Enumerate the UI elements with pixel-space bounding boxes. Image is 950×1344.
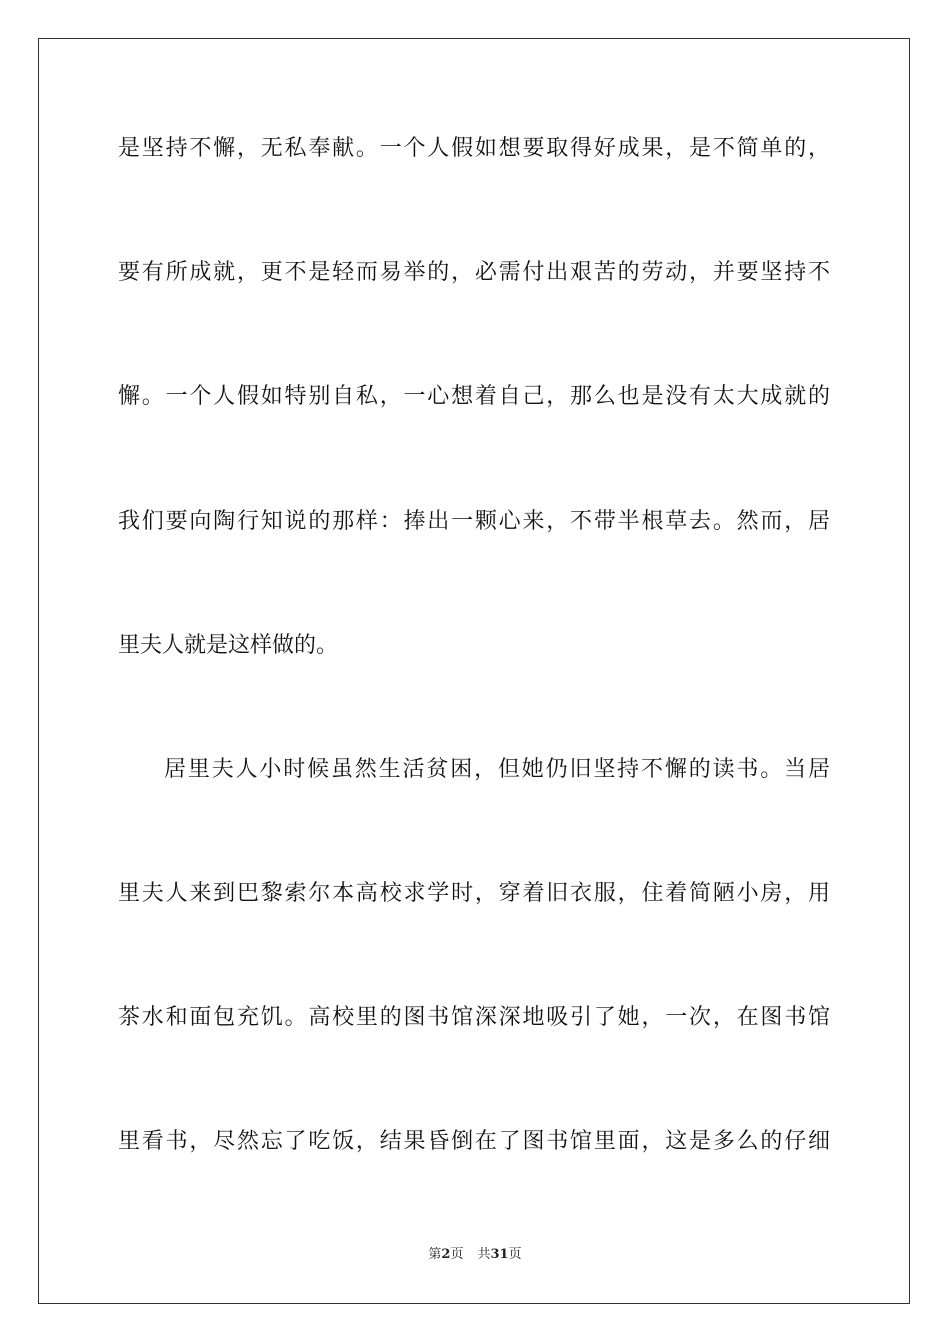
body-text-line: 是坚持不懈，无私奉献。一个人假如想要取得好成果，是不简单的， xyxy=(118,136,830,161)
page-footer xyxy=(0,1246,950,1264)
body-text-line: 里夫人就是这样做的。 xyxy=(118,633,339,658)
body-text-line: 懈。一个人假如特别自私，一心想着自己，那么也是没有太大成就的 xyxy=(118,384,830,409)
body-text-line: 我们要向陶行知说的那样：捧出一颗心来，不带半根草去。然而，居 xyxy=(118,509,830,534)
body-text-line: 茶水和面包充饥。高校里的图书馆深深地吸引了她，一次，在图书馆 xyxy=(118,1005,830,1030)
page-label: 第2页 xyxy=(428,1247,464,1262)
body-text-line: 要有所成就，更不是轻而易举的，必需付出艰苦的劳动，并要坚持不 xyxy=(118,260,830,285)
total-pages-label: 共31页 xyxy=(477,1247,522,1262)
body-text-line: 里夫人来到巴黎索尔本高校求学时，穿着旧衣服，住着简陋小房，用 xyxy=(118,881,830,906)
body-text-line: 里看书，尽然忘了吃饭，结果昏倒在了图书馆里面，这是多么的仔细 xyxy=(118,1129,830,1154)
paragraph-first-line: 居里夫人小时候虽然生活贫困，但她仍旧坚持不懈的读书。当居 xyxy=(164,757,830,782)
page-border xyxy=(38,38,910,1304)
